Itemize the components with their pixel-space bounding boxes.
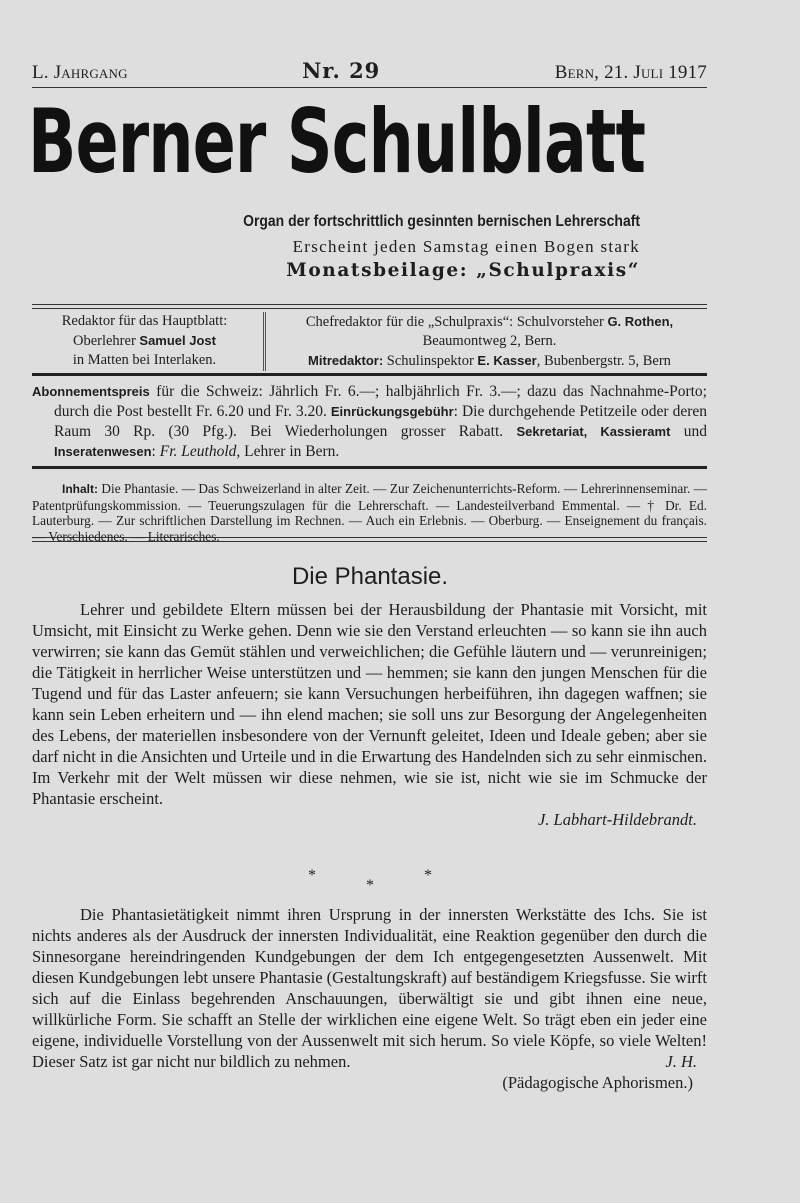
- subtitle-organ: Organ der fortschrittlich gesinnten bernischen Lehrerschaft: [243, 213, 640, 230]
- chief-editor-name: G. Rothen,: [607, 314, 674, 329]
- chief-editor-line: [272, 312, 707, 332]
- contents-label: Inhalt:: [62, 482, 98, 496]
- place-date: Bern, 21. Juli 1917: [554, 62, 707, 83]
- main-editor-role: Redaktor für das Hauptblatt:: [61, 313, 228, 329]
- asterisk: *: [366, 877, 374, 894]
- co-editor-address: , Bubenbergstr. 5, Bern: [536, 353, 671, 369]
- masthead-info-line: [32, 58, 707, 84]
- contact-person: Fr. Leuthold,: [159, 443, 241, 460]
- article-part-2: [32, 904, 707, 1093]
- author-initials: J. H.: [665, 1052, 697, 1071]
- insertion-fee-text: : Die durchgehende Petitzeile oder deren Raum 30 Rp. (30 Pfg.). Bei Wiederholungen grosser Rabatt.: [54, 403, 708, 440]
- subscription-price-label: Abonnementspreis: [32, 384, 150, 399]
- co-editor-name: E. Kasser: [477, 353, 537, 368]
- insertion-fee-label: Einrückungsgebühr: [330, 404, 454, 419]
- subtitle-schedule: Erscheint jeden Samstag einen Bogen stark: [292, 237, 640, 256]
- volume-label: L. Jahrgang: [32, 62, 128, 83]
- subscription-price-text: für die Schweiz: Jährlich Fr. 6.—; halbjährlich Fr. 3.—; dazu das Nachnahme-Porto; durch die Post bestellt Fr. 6.20 und Fr. 3.20.: [54, 383, 707, 420]
- chief-editor-role: Chefredaktor für die „Schulpraxis“: Schulvorsteher: [305, 314, 608, 330]
- asterisk: *: [424, 867, 432, 884]
- article-paragraph: Lehrer und gebildete Eltern müssen bei der Herausbildung der Phantasie mit Vorsicht, mit Umsicht, mit Einsicht zu Werke gehen. Denn wie sie den Verstand erleuchten — so kann sie ihn auch verwirren; sie kann das Gemüt stählen und verweichlichen; die Gefühle läutern und — verunreinigen; die Tätigkeit in herrlicher Weise unterstützen und — hemmen; sie kann den jungen Menschen für die Tugend und für das Laster anfeuern; sie kann Versuchungen herbeiführen, ihn dagegen waffnen; sie kann sein Leben erheitern und — ihn elend machen; sie soll uns zur Besorgung der Angelegenheiten des Lebens, der materiellen insbesondere von der Vernunft geleitet, Ideen und Ideale geben; aber sie darf nicht in die Ansichten und Urteile und in die Erwartung des Handelnden sich zu sehr einmischen. Im Verkehr mit der Welt müssen wir diese nehmen, wie sie ist, nicht wie sie im Schmucke der Phantasie erscheint.: [32, 600, 707, 808]
- subscription-top-rule: [32, 373, 707, 376]
- chief-editor-address: Beaumontweg 2, Bern.: [422, 333, 557, 349]
- contents-text: Die Phantasie. — Das Schweizerland in alter Zeit. — Zur Zeichenunterrichts-Reform. — Lehrerinnenseminar. — Patentprüfungskommission. — Teuerungszulagen für die Lehrerschaft. — Landesteilverband Emmental. — † Dr. Ed. Lauterburg. — Zur schriftlichen Darstellung im Rechnen. — Auch ein Erlebnis. — Oberburg. — Enseignement du français. — Verschiedenes. — Literarisches.: [32, 481, 707, 544]
- article-title: Die Phantasie.: [291, 563, 449, 590]
- newspaper-title: Berner Schulblatt: [28, 90, 646, 193]
- issue-number: Nr. 29: [302, 58, 381, 83]
- editors-top-rule: [32, 304, 707, 309]
- advertising-label: Inseratenwesen: [54, 444, 152, 459]
- secretariat-label: Sekretariat, Kassieramt: [516, 424, 671, 439]
- author-signature: J. Labhart-Hildebrandt.: [537, 810, 697, 829]
- editors-block: [32, 312, 707, 371]
- subtitle-supplement: Monatsbeilage: „Schulpraxis“: [286, 260, 640, 281]
- supplement-editors: [266, 312, 707, 371]
- masthead-subtitles: [100, 213, 640, 281]
- main-editor: [32, 312, 266, 371]
- asterisk: *: [308, 867, 316, 884]
- co-editor-title: Schulinspektor: [383, 353, 478, 369]
- conjunction-text: und: [670, 423, 708, 440]
- main-editor-name-line: [32, 331, 257, 351]
- subscription-info: [32, 382, 707, 462]
- article-paragraph: Die Phantasietätigkeit nimmt ihren Ursprung in der innersten Werkstätte des Ichs. Sie ist nichts anderes als der Ausdruck der innersten Individualität, eine Reaktion gegenüber den durch die Sinnesorgane hereindringenden Kundgebungen der dem Ich entgegengesetzten Aussenwelt. Mit diesen Kundgebungen lebt unsere Phantasie (Gestaltungskraft) auf beständigem Kriegsfusse. Sie wirft sich auf die Einlass begehrenden Anschauungen, überwältigt sie und gibt ihnen eine neue, willkürliche Form. Sie schafft an Stelle der wirklichen eine eigene Welt. So trägt eben ein jeder eine eigene, individuelle Vorstellung von der Aussenwelt mit sich herum. So viele Köpfe, so viele Welten! Dieser Satz ist gar nicht nur bildlich zu nehmen.: [32, 905, 707, 1071]
- co-editor-line: [272, 351, 707, 371]
- table-of-contents: [32, 481, 707, 544]
- source-citation: (Pädagogische Aphorismen.): [502, 1073, 693, 1092]
- contents-bottom-rule: [32, 537, 707, 542]
- main-editor-name: Samuel Jost: [139, 333, 216, 348]
- main-editor-location: in Matten bei Interlaken.: [72, 352, 217, 368]
- article-part-1: [32, 599, 707, 830]
- co-editor-label: Mitredaktor:: [308, 353, 384, 368]
- contents-top-rule: [32, 466, 707, 469]
- contact-role: Lehrer in Bern.: [240, 443, 340, 460]
- main-editor-title: Oberlehrer: [72, 333, 140, 349]
- masthead-rule: [32, 87, 707, 88]
- colon-text: :: [151, 443, 160, 460]
